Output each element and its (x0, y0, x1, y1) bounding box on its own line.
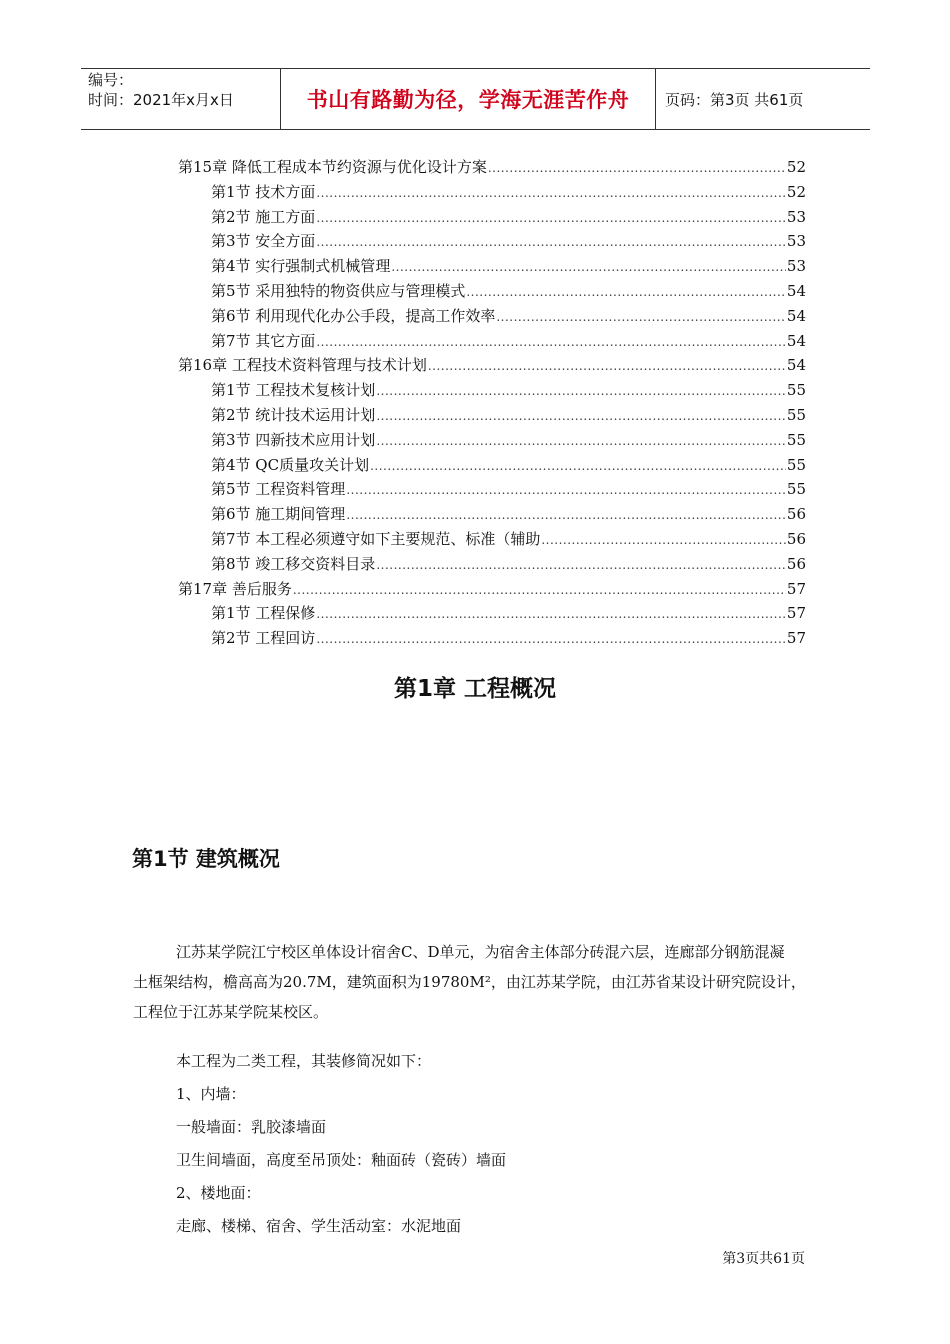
toc-page-number: 55 (786, 381, 806, 400)
toc-chapter-entry[interactable] (178, 156, 806, 181)
toc-section-entry[interactable] (178, 429, 806, 454)
toc-leader-dots (391, 260, 786, 274)
toc-section-entry[interactable] (178, 454, 806, 479)
chapter-title: 第1章 工程概况 (393, 676, 556, 702)
toc-entry-title: 第7节 其它方面 (211, 331, 316, 350)
toc-entry-title: 第8节 竣工移交资料目录 (211, 554, 376, 573)
toc-entry-title: 第1节 工程保修 (211, 604, 316, 623)
toc-section-entry[interactable] (178, 206, 806, 231)
toc-page-number: 56 (786, 554, 806, 573)
toc-leader-dots (316, 235, 786, 249)
toc-page-number: 54 (786, 356, 806, 375)
toc-entry-title: 第6节 利用现代化办公手段，提高工作效率 (211, 306, 496, 325)
intro-paragraph-line-3: 工程位于江苏某学院某校区。 (133, 1003, 329, 1021)
toc-leader-dots (316, 211, 786, 225)
toc-entry-title: 第4节 实行强制式机械管理 (211, 257, 391, 276)
intro-paragraph-line-2: 土框架结构，檐高高为20.7M，建筑面积为19780M²，由江苏某学院，由江苏省某设计研究院设计， (133, 973, 806, 991)
toc-entry-title: 第7节 本工程必须遵守如下主要规范、标准（辅助 (211, 529, 541, 548)
toc-leader-dots (428, 359, 786, 373)
toc-entry-title: 第3节 四新技术应用计划 (211, 430, 376, 449)
toc-entry-title: 第17章 善后服务 (178, 579, 292, 598)
toc-page-number: 53 (786, 257, 806, 276)
toc-page-number: 54 (786, 306, 806, 325)
toc-section-entry[interactable] (178, 230, 806, 255)
toc-entry-title: 第4节 QC质量攻关计划 (211, 455, 370, 474)
toc-section-entry[interactable] (178, 305, 806, 330)
toc-leader-dots (376, 558, 786, 572)
toc-leader-dots (376, 409, 786, 423)
toc-section-entry[interactable] (178, 404, 806, 429)
body-content (133, 937, 836, 1243)
toc-section-entry[interactable] (178, 602, 806, 627)
toc-page-number: 56 (786, 529, 806, 548)
toc-leader-dots (316, 632, 786, 646)
toc-chapter-entry[interactable] (178, 354, 806, 379)
toc-section-entry[interactable] (178, 478, 806, 503)
toc-page-number: 56 (786, 505, 806, 524)
header-motto: 书山有路勤为径，学海无涯苦作舟 (281, 69, 656, 129)
toc-page-number: 55 (786, 480, 806, 499)
toc-section-entry[interactable] (178, 528, 806, 553)
toc-entry-title: 第2节 工程回访 (211, 629, 316, 648)
table-of-contents (178, 156, 806, 652)
toc-chapter-entry[interactable] (178, 578, 806, 603)
toc-entry-title: 第2节 施工方面 (211, 207, 316, 226)
header-meta (81, 69, 281, 129)
page-header (81, 68, 870, 130)
section-title: 第1节 建筑概况 (132, 847, 280, 871)
page-footer: 第3页共61页 (722, 1251, 805, 1267)
toc-leader-dots (316, 607, 786, 621)
paragraph-general-wall: 一般墙面：乳胶漆墙面 (176, 1118, 327, 1136)
toc-leader-dots (376, 384, 786, 398)
toc-section-entry[interactable] (178, 181, 806, 206)
paragraph-project-class: 本工程为二类工程，其装修简况如下： (176, 1052, 432, 1070)
toc-page-number: 57 (786, 604, 806, 623)
toc-page-number: 57 (786, 629, 806, 648)
toc-page-number: 52 (786, 182, 806, 201)
paragraph-bathroom-wall: 卫生间墙面，高度至吊顶处：釉面砖（瓷砖）墙面 (176, 1151, 507, 1169)
toc-page-number: 54 (786, 281, 806, 300)
toc-leader-dots (370, 459, 786, 473)
toc-page-number: 53 (786, 232, 806, 251)
toc-page-number: 57 (786, 579, 806, 598)
intro-paragraph-line-1: 江苏某学院江宁校区单体设计宿舍C、D单元，为宿舍主体部分砖混六层，连廊部分钢筋混凝 (176, 943, 785, 961)
toc-entry-title: 第1节 工程技术复核计划 (211, 381, 376, 400)
toc-page-number: 52 (786, 158, 806, 176)
toc-page-number: 55 (786, 455, 806, 474)
toc-section-entry[interactable] (178, 379, 806, 404)
toc-entry-title: 第15章 降低工程成本节约资源与优化设计方案 (178, 158, 487, 176)
toc-section-entry[interactable] (178, 280, 806, 305)
toc-section-entry[interactable] (178, 627, 806, 652)
toc-page-number: 55 (786, 430, 806, 449)
toc-page-number: 55 (786, 405, 806, 424)
document-date-label: 时间：2021年x月x日 (88, 91, 234, 109)
toc-entry-title: 第16章 工程技术资料管理与技术计划 (178, 356, 427, 375)
toc-leader-dots (346, 483, 786, 497)
toc-section-entry[interactable] (178, 503, 806, 528)
toc-leader-dots (346, 508, 786, 522)
toc-leader-dots (293, 583, 786, 597)
toc-page-number: 54 (786, 331, 806, 350)
toc-entry-title: 第3节 安全方面 (211, 232, 316, 251)
toc-leader-dots (541, 533, 786, 547)
toc-entry-title: 第5节 采用独特的物资供应与管理模式 (211, 281, 466, 300)
toc-leader-dots (316, 186, 786, 200)
document-number-label: 编号： (88, 71, 134, 89)
paragraph-floor: 2、楼地面： (176, 1184, 261, 1202)
toc-section-entry[interactable] (178, 553, 806, 578)
paragraph-floor-detail: 走廊、楼梯、宿舍、学生活动室：水泥地面 (176, 1217, 462, 1235)
paragraph-interior-wall: 1、内墙： (176, 1085, 246, 1103)
toc-entry-title: 第5节 工程资料管理 (211, 480, 346, 499)
toc-entry-title: 第1节 技术方面 (211, 182, 316, 201)
header-page-number: 页码：第3页 共61页 (665, 90, 804, 109)
toc-leader-dots (488, 161, 786, 175)
toc-leader-dots (376, 434, 786, 448)
toc-section-entry[interactable] (178, 255, 806, 280)
toc-leader-dots (466, 285, 786, 299)
toc-leader-dots (496, 310, 786, 324)
toc-leader-dots (316, 335, 786, 349)
toc-entry-title: 第2节 统计技术运用计划 (211, 405, 376, 424)
toc-section-entry[interactable] (178, 330, 806, 355)
toc-page-number: 53 (786, 207, 806, 226)
toc-entry-title: 第6节 施工期间管理 (211, 505, 346, 524)
